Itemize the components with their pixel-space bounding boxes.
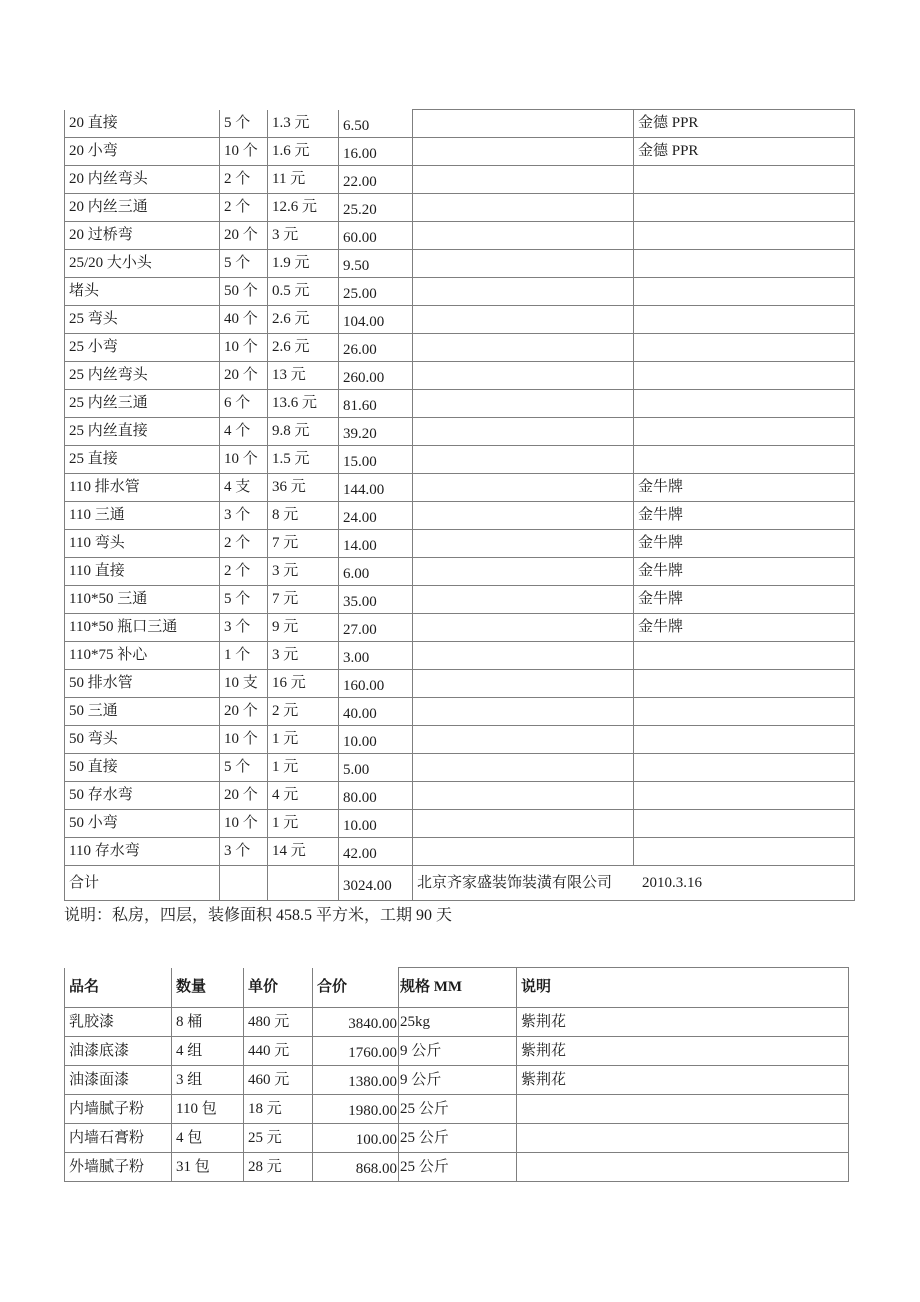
total-amount: 3024.00 — [339, 866, 413, 901]
cell-amount: 1980.00 — [313, 1095, 399, 1124]
cell-name: 20 过桥弯 — [65, 222, 220, 250]
remark-line: 说明：私房，四层，装修面积 458.5 平方米，工期 90 天 — [64, 907, 453, 924]
cell-note: 金牛牌 — [634, 558, 855, 586]
cell-unit: 36 元 — [268, 474, 339, 502]
cell-spec — [413, 782, 634, 810]
cell-unit: 3 元 — [268, 642, 339, 670]
cell-spec — [413, 110, 634, 138]
cell-amount: 60.00 — [339, 222, 413, 250]
cell-spec: 25 公斤 — [399, 1095, 517, 1124]
cell-spec — [413, 222, 634, 250]
cell-name: 50 三通 — [65, 698, 220, 726]
cell-note — [634, 362, 855, 390]
cell-amount: 160.00 — [339, 670, 413, 698]
table-row — [65, 838, 855, 866]
cell-spec — [413, 558, 634, 586]
cell-name: 50 排水管 — [65, 670, 220, 698]
company-date-cell — [413, 866, 855, 901]
cell-qty: 10 个 — [220, 334, 268, 362]
cell-name: 20 内丝三通 — [65, 194, 220, 222]
cell-unit: 13.6 元 — [268, 390, 339, 418]
cell-amount: 5.00 — [339, 754, 413, 782]
cell-spec — [413, 586, 634, 614]
cell-unit: 2.6 元 — [268, 334, 339, 362]
cell-name: 内墙腻子粉 — [65, 1095, 172, 1124]
cell-name: 110 直接 — [65, 558, 220, 586]
cell-note: 金牛牌 — [634, 502, 855, 530]
cell-unit: 3 元 — [268, 222, 339, 250]
cell-unit: 2.6 元 — [268, 306, 339, 334]
cell-spec — [413, 390, 634, 418]
cell-name: 50 存水弯 — [65, 782, 220, 810]
header-spec: 规格 MM — [399, 968, 517, 1008]
cell-note — [634, 446, 855, 474]
cell-name: 25 小弯 — [65, 334, 220, 362]
cell-note: 金牛牌 — [634, 530, 855, 558]
table-row — [65, 754, 855, 782]
cell-name: 110 排水管 — [65, 474, 220, 502]
cell-spec — [413, 250, 634, 278]
cell-note — [517, 1153, 849, 1182]
cell-spec — [413, 726, 634, 754]
header-row — [65, 968, 849, 1008]
cell-note: 紫荆花 — [517, 1008, 849, 1037]
cell-note: 金德 PPR — [634, 110, 855, 138]
cell-spec: 25 公斤 — [399, 1153, 517, 1182]
cell-name: 25/20 大小头 — [65, 250, 220, 278]
cell-qty: 40 个 — [220, 306, 268, 334]
table-row — [65, 670, 855, 698]
cell-name: 110*75 补心 — [65, 642, 220, 670]
materials-price-table-2 — [64, 967, 849, 1182]
cell-amount: 81.60 — [339, 390, 413, 418]
cell-unit: 2 元 — [268, 698, 339, 726]
cell-note — [634, 194, 855, 222]
cell-note — [634, 670, 855, 698]
cell-spec — [413, 306, 634, 334]
cell-amount: 42.00 — [339, 838, 413, 866]
cell-spec — [413, 614, 634, 642]
cell-note — [517, 1095, 849, 1124]
table-row — [65, 138, 855, 166]
cell-amount: 260.00 — [339, 362, 413, 390]
cell-note — [634, 166, 855, 194]
cell-unit: 1 元 — [268, 810, 339, 838]
cell-spec — [413, 838, 634, 866]
table-row — [65, 1095, 849, 1124]
cell-unit: 1.3 元 — [268, 110, 339, 138]
cell-name: 20 内丝弯头 — [65, 166, 220, 194]
cell-unit: 8 元 — [268, 502, 339, 530]
cell-amount: 27.00 — [339, 614, 413, 642]
cell-amount: 10.00 — [339, 810, 413, 838]
table-row — [65, 698, 855, 726]
cell-name: 110*50 瓶口三通 — [65, 614, 220, 642]
cell-qty: 4 个 — [220, 418, 268, 446]
cell-unit: 3 元 — [268, 558, 339, 586]
header-amount: 合价 — [313, 968, 399, 1008]
cell-note — [634, 838, 855, 866]
table-row — [65, 1066, 849, 1095]
cell-unit: 7 元 — [268, 530, 339, 558]
cell-amount: 26.00 — [339, 334, 413, 362]
materials-price-table-1 — [64, 109, 855, 901]
cell-note — [634, 306, 855, 334]
cell-name: 110 弯头 — [65, 530, 220, 558]
cell-qty: 3 组 — [172, 1066, 244, 1095]
cell-spec: 25kg — [399, 1008, 517, 1037]
empty-cell — [220, 866, 268, 901]
cell-name: 110 三通 — [65, 502, 220, 530]
table-row — [65, 1124, 849, 1153]
cell-amount: 10.00 — [339, 726, 413, 754]
cell-unit: 13 元 — [268, 362, 339, 390]
cell-note — [517, 1124, 849, 1153]
table-row — [65, 1037, 849, 1066]
cell-spec — [413, 698, 634, 726]
cell-qty: 3 个 — [220, 838, 268, 866]
cell-note — [634, 390, 855, 418]
cell-name: 25 内丝弯头 — [65, 362, 220, 390]
cell-spec: 25 公斤 — [399, 1124, 517, 1153]
cell-spec — [413, 138, 634, 166]
cell-note: 金牛牌 — [634, 614, 855, 642]
table-row — [65, 642, 855, 670]
cell-note — [634, 698, 855, 726]
cell-unit: 1 元 — [268, 726, 339, 754]
table-row — [65, 222, 855, 250]
cell-amount: 25.20 — [339, 194, 413, 222]
cell-spec — [413, 754, 634, 782]
table-row — [65, 194, 855, 222]
cell-name: 110 存水弯 — [65, 838, 220, 866]
cell-qty: 4 支 — [220, 474, 268, 502]
table-row — [65, 614, 855, 642]
table-row — [65, 1153, 849, 1182]
cell-unit: 18 元 — [244, 1095, 313, 1124]
cell-unit: 28 元 — [244, 1153, 313, 1182]
table-row — [65, 362, 855, 390]
cell-qty: 5 个 — [220, 754, 268, 782]
cell-qty: 20 个 — [220, 698, 268, 726]
cell-qty: 6 个 — [220, 390, 268, 418]
cell-name: 50 直接 — [65, 754, 220, 782]
table-row — [65, 110, 855, 138]
cell-unit: 1 元 — [268, 754, 339, 782]
cell-unit: 9.8 元 — [268, 418, 339, 446]
cell-amount: 1760.00 — [313, 1037, 399, 1066]
cell-note — [634, 754, 855, 782]
cell-unit: 460 元 — [244, 1066, 313, 1095]
header-note: 说明 — [517, 968, 849, 1008]
cell-amount: 24.00 — [339, 502, 413, 530]
cell-amount: 6.50 — [339, 110, 413, 138]
cell-amount: 22.00 — [339, 166, 413, 194]
cell-spec — [413, 334, 634, 362]
cell-name: 50 小弯 — [65, 810, 220, 838]
table-row — [65, 250, 855, 278]
table-row — [65, 446, 855, 474]
table-row — [65, 586, 855, 614]
cell-spec — [413, 670, 634, 698]
cell-spec — [413, 642, 634, 670]
header-unit-price: 单价 — [244, 968, 313, 1008]
cell-unit: 480 元 — [244, 1008, 313, 1037]
cell-spec — [413, 362, 634, 390]
cell-spec — [413, 530, 634, 558]
cell-note — [634, 726, 855, 754]
cell-amount: 100.00 — [313, 1124, 399, 1153]
table-row — [65, 558, 855, 586]
cell-qty: 10 个 — [220, 810, 268, 838]
document-date: 2010.3.16 — [642, 874, 702, 891]
cell-note — [634, 278, 855, 306]
cell-note: 金牛牌 — [634, 474, 855, 502]
cell-spec — [413, 166, 634, 194]
cell-note — [634, 334, 855, 362]
cell-spec: 9 公斤 — [399, 1037, 517, 1066]
cell-unit: 16 元 — [268, 670, 339, 698]
cell-amount: 35.00 — [339, 586, 413, 614]
cell-note — [634, 418, 855, 446]
cell-qty: 1 个 — [220, 642, 268, 670]
table-row — [65, 390, 855, 418]
cell-spec — [413, 278, 634, 306]
cell-note — [634, 222, 855, 250]
cell-amount: 14.00 — [339, 530, 413, 558]
cell-qty: 20 个 — [220, 222, 268, 250]
total-label: 合计 — [65, 866, 220, 901]
cell-name: 25 弯头 — [65, 306, 220, 334]
cell-qty: 2 个 — [220, 194, 268, 222]
cell-qty: 3 个 — [220, 502, 268, 530]
cell-qty: 10 支 — [220, 670, 268, 698]
cell-unit: 9 元 — [268, 614, 339, 642]
cell-qty: 31 包 — [172, 1153, 244, 1182]
table-row — [65, 726, 855, 754]
cell-unit: 4 元 — [268, 782, 339, 810]
table-row — [65, 782, 855, 810]
cell-name: 乳胶漆 — [65, 1008, 172, 1037]
table-row — [65, 474, 855, 502]
cell-qty: 4 组 — [172, 1037, 244, 1066]
cell-amount: 104.00 — [339, 306, 413, 334]
cell-amount: 25.00 — [339, 278, 413, 306]
cell-unit: 12.6 元 — [268, 194, 339, 222]
cell-spec: 9 公斤 — [399, 1066, 517, 1095]
cell-unit: 25 元 — [244, 1124, 313, 1153]
cell-name: 50 弯头 — [65, 726, 220, 754]
cell-qty: 2 个 — [220, 558, 268, 586]
cell-spec — [413, 474, 634, 502]
cell-qty: 20 个 — [220, 362, 268, 390]
cell-qty: 2 个 — [220, 166, 268, 194]
cell-note: 紫荆花 — [517, 1037, 849, 1066]
cell-amount: 144.00 — [339, 474, 413, 502]
empty-cell — [268, 866, 339, 901]
table-row — [65, 502, 855, 530]
cell-qty: 20 个 — [220, 782, 268, 810]
cell-name: 内墙石膏粉 — [65, 1124, 172, 1153]
cell-amount: 40.00 — [339, 698, 413, 726]
table-row — [65, 530, 855, 558]
cell-qty: 2 个 — [220, 530, 268, 558]
header-qty: 数量 — [172, 968, 244, 1008]
cell-name: 25 内丝三通 — [65, 390, 220, 418]
cell-amount: 3840.00 — [313, 1008, 399, 1037]
total-row — [65, 866, 855, 901]
cell-unit: 1.6 元 — [268, 138, 339, 166]
cell-qty: 5 个 — [220, 110, 268, 138]
table-row — [65, 334, 855, 362]
table-row — [65, 166, 855, 194]
cell-name: 110*50 三通 — [65, 586, 220, 614]
cell-amount: 9.50 — [339, 250, 413, 278]
cell-name: 外墙腻子粉 — [65, 1153, 172, 1182]
cell-spec — [413, 418, 634, 446]
cell-note — [634, 642, 855, 670]
table-row — [65, 810, 855, 838]
cell-name: 堵头 — [65, 278, 220, 306]
cell-qty: 110 包 — [172, 1095, 244, 1124]
cell-amount: 1380.00 — [313, 1066, 399, 1095]
cell-amount: 39.20 — [339, 418, 413, 446]
cell-spec — [413, 502, 634, 530]
cell-note — [634, 810, 855, 838]
cell-qty: 5 个 — [220, 586, 268, 614]
cell-spec — [413, 446, 634, 474]
cell-spec — [413, 194, 634, 222]
cell-unit: 0.5 元 — [268, 278, 339, 306]
cell-spec — [413, 810, 634, 838]
cell-qty: 3 个 — [220, 614, 268, 642]
cell-qty: 4 包 — [172, 1124, 244, 1153]
cell-qty: 10 个 — [220, 138, 268, 166]
cell-name: 油漆底漆 — [65, 1037, 172, 1066]
cell-name: 20 直接 — [65, 110, 220, 138]
cell-unit: 1.5 元 — [268, 446, 339, 474]
cell-amount: 3.00 — [339, 642, 413, 670]
cell-unit: 14 元 — [268, 838, 339, 866]
header-name: 品名 — [65, 968, 172, 1008]
cell-unit: 440 元 — [244, 1037, 313, 1066]
cell-note — [634, 250, 855, 278]
cell-qty: 5 个 — [220, 250, 268, 278]
cell-unit: 7 元 — [268, 586, 339, 614]
cell-qty: 10 个 — [220, 726, 268, 754]
table-row — [65, 278, 855, 306]
cell-name: 20 小弯 — [65, 138, 220, 166]
cell-note: 金德 PPR — [634, 138, 855, 166]
cell-amount: 80.00 — [339, 782, 413, 810]
cell-qty: 50 个 — [220, 278, 268, 306]
cell-note: 紫荆花 — [517, 1066, 849, 1095]
table-row — [65, 418, 855, 446]
table-row — [65, 1008, 849, 1037]
cell-unit: 11 元 — [268, 166, 339, 194]
cell-name: 油漆面漆 — [65, 1066, 172, 1095]
cell-amount: 15.00 — [339, 446, 413, 474]
cell-note: 金牛牌 — [634, 586, 855, 614]
table-row — [65, 306, 855, 334]
cell-amount: 868.00 — [313, 1153, 399, 1182]
cell-unit: 1.9 元 — [268, 250, 339, 278]
cell-name: 25 内丝直接 — [65, 418, 220, 446]
cell-name: 25 直接 — [65, 446, 220, 474]
cell-note — [634, 782, 855, 810]
cell-qty: 8 桶 — [172, 1008, 244, 1037]
cell-amount: 6.00 — [339, 558, 413, 586]
cell-amount: 16.00 — [339, 138, 413, 166]
cell-qty: 10 个 — [220, 446, 268, 474]
company-name: 北京齐家盛装饰装潢有限公司 — [417, 874, 613, 891]
